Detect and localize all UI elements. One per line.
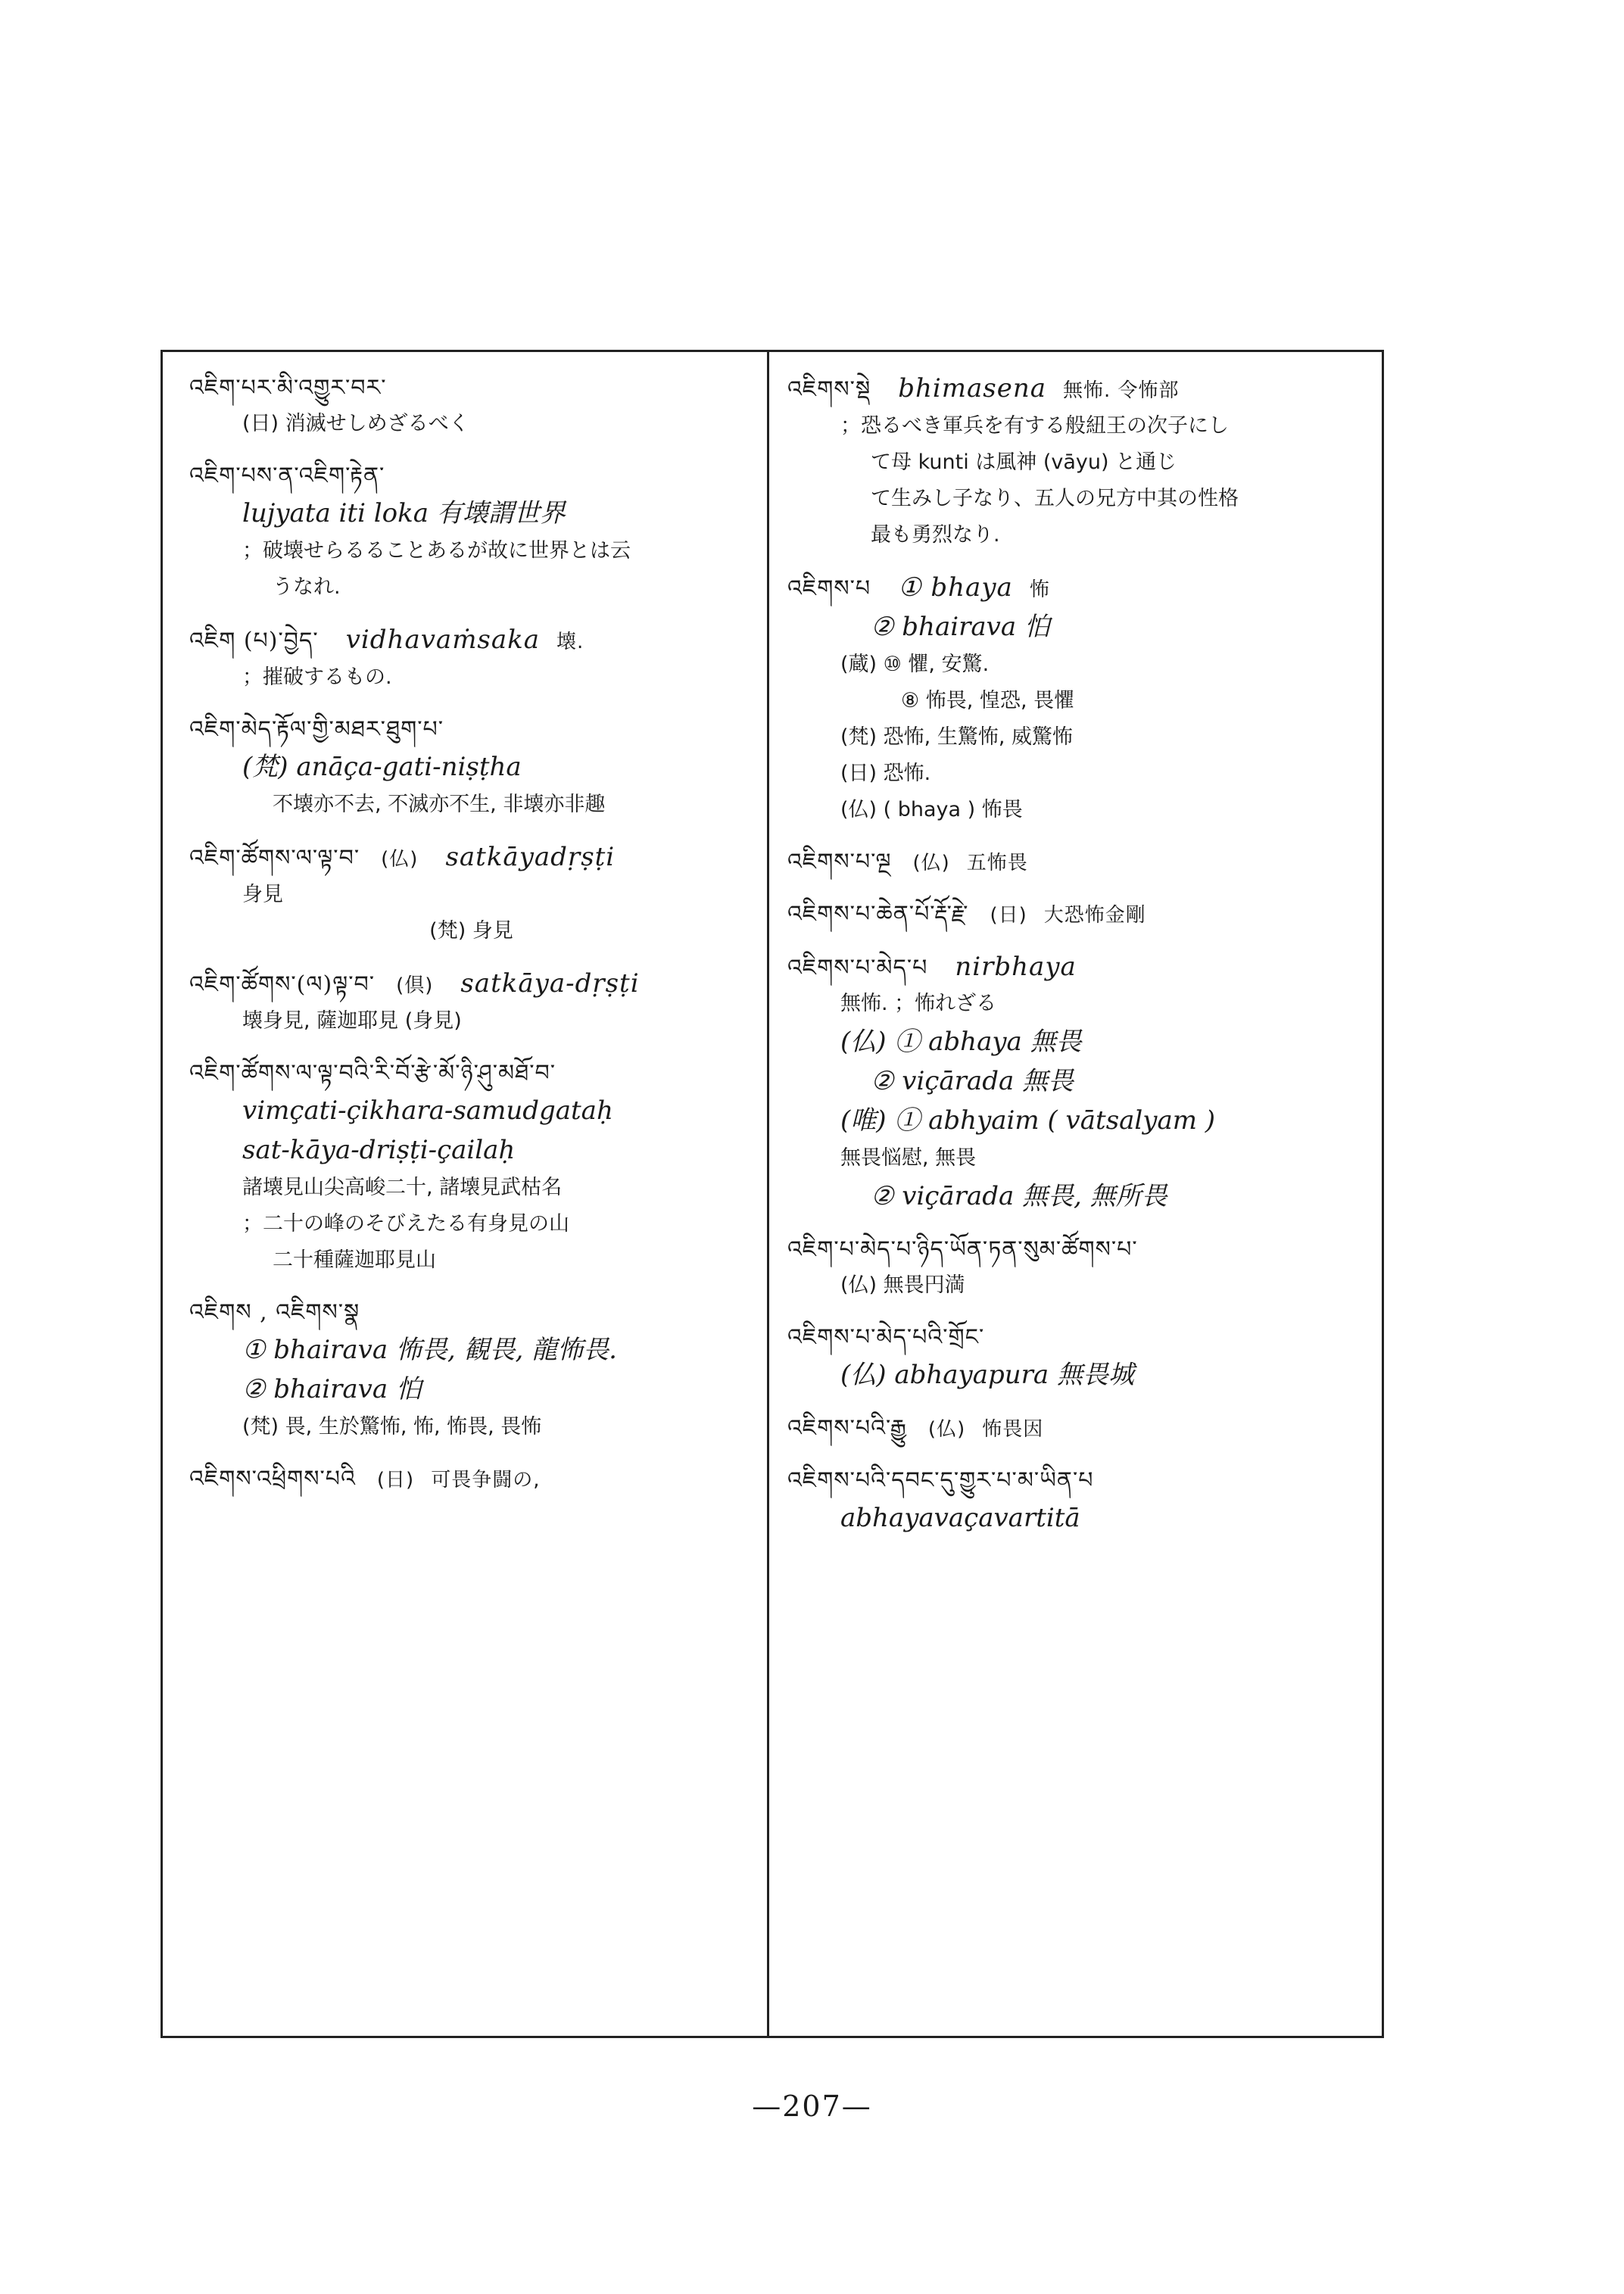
dictionary-entry (787, 1320, 1370, 1395)
sanskrit-term: satkāya-dṛṣṭi (460, 968, 640, 999)
dictionary-entry (189, 371, 753, 442)
tibetan-headword: འཇིག་པར་མི་འགྱུར་བར་ (189, 375, 387, 401)
entry-definition-line: 諸壊見山尖高峻二十, 諸壊見武枯名 (242, 1176, 563, 1199)
entry-headword (189, 966, 753, 1003)
tibetan-headword: འཇིགས་པའི་དབང་དུ་གྱུར་པ་མ་ཡིན་པ (787, 1467, 1094, 1494)
entry-definition-line: 身見 (242, 883, 283, 906)
dictionary-entry (189, 459, 753, 606)
entry-definition-line: 二十種薩迦耶見山 (273, 1248, 436, 1272)
dictionary-entry (189, 966, 753, 1039)
entry-definition-line: ② viçārada 無畏 (871, 1066, 1074, 1096)
tibetan-headword: འཇིགས་པ་མེད་པ (787, 955, 928, 981)
entry-definition-line: (梵) 恐怖, 生驚怖, 威驚怖 (840, 725, 1073, 749)
column-divider (767, 350, 769, 2038)
dictionary-entry (787, 1233, 1370, 1304)
entry-definition-line: 無畏悩慰, 無畏 (840, 1146, 977, 1170)
entry-definition-line: (日) 消滅せしめざるべく (242, 412, 469, 435)
entry-headword (189, 840, 753, 877)
tibetan-headword: འཇིགས་སྡེ (787, 376, 871, 403)
dictionary-entry (787, 897, 1370, 933)
entry-headword (189, 712, 753, 747)
entry-headword (189, 622, 753, 659)
source-tag: (倶) (396, 974, 434, 997)
entry-headword (189, 1295, 753, 1330)
entry-definition-line: ② viçārada 無畏, 無所畏 (871, 1181, 1167, 1211)
entry-headword (787, 1233, 1370, 1267)
tibetan-headword: འཇིགས་པ་མེད་པའི་གྲོང་ (787, 1324, 985, 1351)
tibetan-headword: འཇིགས་པ་ཆེན་པོ་རྡོ་རྗེ་ (787, 901, 969, 927)
entry-headword (787, 1411, 1370, 1447)
entry-gloss: 大恐怖金剛 (1043, 904, 1146, 927)
entry-definition-line: ；二十の峰のそびえたる有身見の山 (242, 1212, 569, 1236)
entry-gloss: 五怖畏 (966, 852, 1028, 874)
entry-headword (787, 1463, 1370, 1498)
tibetan-headword: འཇིགས་པའི་རྒྱུ (787, 1415, 907, 1442)
tibetan-headword: འཇིགས་པ་ལྔ (787, 849, 892, 875)
dictionary-entry (189, 1462, 753, 1498)
entry-definition-line: vimçati-çikhara-samudgataḥ (242, 1096, 613, 1126)
entry-headword (787, 845, 1370, 881)
dictionary-entry (787, 371, 1370, 553)
entry-definition-line: (蔵) ⑩ 懼, 安驚. (840, 653, 990, 676)
tibetan-headword: འཇིག་ཚོགས་ལ་ལྟ་བ་ (189, 845, 360, 871)
entry-definition-line: (梵) 身見 (429, 919, 513, 943)
entry-definition-line: (梵) 畏, 生於驚怖, 怖, 怖畏, 畏怖 (242, 1415, 542, 1438)
entry-definition-line: ② bhairava 怕 (871, 612, 1050, 642)
entry-headword (787, 949, 1370, 986)
source-tag: (日) (990, 904, 1027, 927)
entry-definition-line: ；摧破するもの. (242, 665, 392, 689)
entry-headword (787, 897, 1370, 933)
tibetan-headword: འཇིགས་པ (787, 575, 871, 602)
source-tag: (仏) (912, 852, 950, 874)
sanskrit-term: nirbhaya (955, 952, 1077, 982)
dictionary-entry (787, 1411, 1370, 1447)
right-column (787, 371, 1370, 2021)
entry-headword (189, 1462, 753, 1498)
entry-definition-line: ⑧ 怖畏, 惶恐, 畏懼 (901, 689, 1075, 712)
left-column (189, 371, 753, 2021)
dictionary-entry (787, 949, 1370, 1216)
entry-definition-line: て母 kunti は風神 (vāyu) と通じ (871, 450, 1177, 474)
entry-headword (787, 570, 1370, 607)
source-tag: (仏) (927, 1418, 966, 1441)
sanskrit-term: vidhavaṁsaka (345, 625, 541, 655)
entry-gloss: 可畏争闘の, (431, 1469, 541, 1491)
tibetan-headword: འཇིགས , འཇིགས་སྣ (189, 1299, 360, 1326)
entry-definition-line: 壊身見, 薩迦耶見 (身見) (242, 1009, 462, 1033)
entry-definition-line: (仏) ① abhaya 無畏 (840, 1027, 1082, 1057)
entry-definition-line: ；破壊せらるることあるが故に世界とは云 (242, 539, 631, 563)
entry-headword (787, 371, 1370, 408)
source-tag: (日) (376, 1469, 415, 1491)
entry-definition-line: (日) 恐怖. (840, 762, 931, 785)
sanskrit-term: bhimasena (898, 373, 1047, 404)
entry-headword (787, 1320, 1370, 1355)
entry-definition-line: ② bhairava 怕 (242, 1374, 422, 1404)
entry-definition-line: sat-kāya-driṣṭi-çailaḥ (242, 1135, 516, 1165)
sanskrit-term: ① bhaya (898, 572, 1013, 603)
dictionary-entry (189, 1056, 753, 1279)
source-tag: (仏) (381, 848, 419, 871)
entry-definition-line: (仏) ( bhaya ) 怖畏 (840, 798, 1023, 821)
entry-definition-line: ① bhairava 怖畏, 観畏, 龍怖畏. (242, 1335, 617, 1365)
tibetan-headword: འཇིག་ཚོགས་ལ་ལྟ་བའི་རི་བོ་རྩེ་མོ་ཉི་ཤུ་མཐོ་བ་ (189, 1060, 556, 1086)
entry-definition-line: abhayavaçavartitā (840, 1503, 1080, 1533)
tibetan-headword: འཇིག་ཚོགས་(ལ)ལྟ་བ་ (189, 971, 376, 998)
dictionary-entry (787, 845, 1370, 881)
tibetan-headword: འཇིག་པ་མེད་པ་ཉིད་ཡོན་ཏན་སུམ་ཚོགས་པ་ (787, 1236, 1138, 1263)
page-number: —207— (752, 2090, 872, 2123)
entry-headword (189, 1056, 753, 1091)
entry-definition-line: lujyata iti loka 有壊謂世界 (242, 498, 566, 528)
tibetan-headword: འཇིགས་འཕྲིགས་པའི (189, 1466, 356, 1492)
tibetan-headword: འཇིག་པས་ན་འཇིག་རྟེན་ (189, 463, 385, 489)
dictionary-entry (787, 570, 1370, 828)
dictionary-entry (189, 1295, 753, 1445)
entry-definition-line: (仏) abhayapura 無畏城 (840, 1360, 1135, 1390)
entry-definition-line: て生みし子なり、五人の兄方中其の性格 (871, 487, 1239, 510)
entry-definition-line: 不壊亦不去, 不滅亦不生, 非壊亦非趣 (273, 793, 606, 816)
entry-gloss: 無怖. 令怖部 (1063, 379, 1180, 402)
entry-definition-line: うなれ. (273, 575, 341, 599)
tibetan-headword: འཇིག (པ)་བྱེད་ (189, 628, 319, 654)
tibetan-headword: འཇིག་མེད་རྟོལ་གྱི་མཐར་ཐུག་པ་ (189, 716, 444, 743)
dictionary-entry (189, 622, 753, 696)
entry-headword (189, 371, 753, 406)
entry-gloss: 怖 (1029, 578, 1050, 601)
sanskrit-term: satkāyadṛṣṭi (445, 842, 616, 872)
entry-definition-line: 無怖. ；怖れざる (840, 992, 997, 1015)
entry-definition-line: (仏) 無畏円満 (840, 1273, 965, 1297)
entry-definition-line: ；恐るべき軍兵を有する般紐王の次子にし (840, 414, 1229, 438)
entry-gloss: 壊. (556, 631, 584, 653)
entry-definition-line: 最も勇烈なり. (871, 523, 1000, 547)
dictionary-entry (787, 1463, 1370, 1538)
entry-gloss: 怖畏因 (982, 1418, 1044, 1441)
entry-definition-line: (唯) ① abhyaim ( vātsalyam ) (840, 1105, 1216, 1136)
dictionary-entry (189, 840, 753, 949)
dictionary-entry (189, 712, 753, 823)
entry-definition-line: (梵) anāça-gati-niṣṭha (242, 752, 522, 782)
entry-headword (189, 459, 753, 494)
